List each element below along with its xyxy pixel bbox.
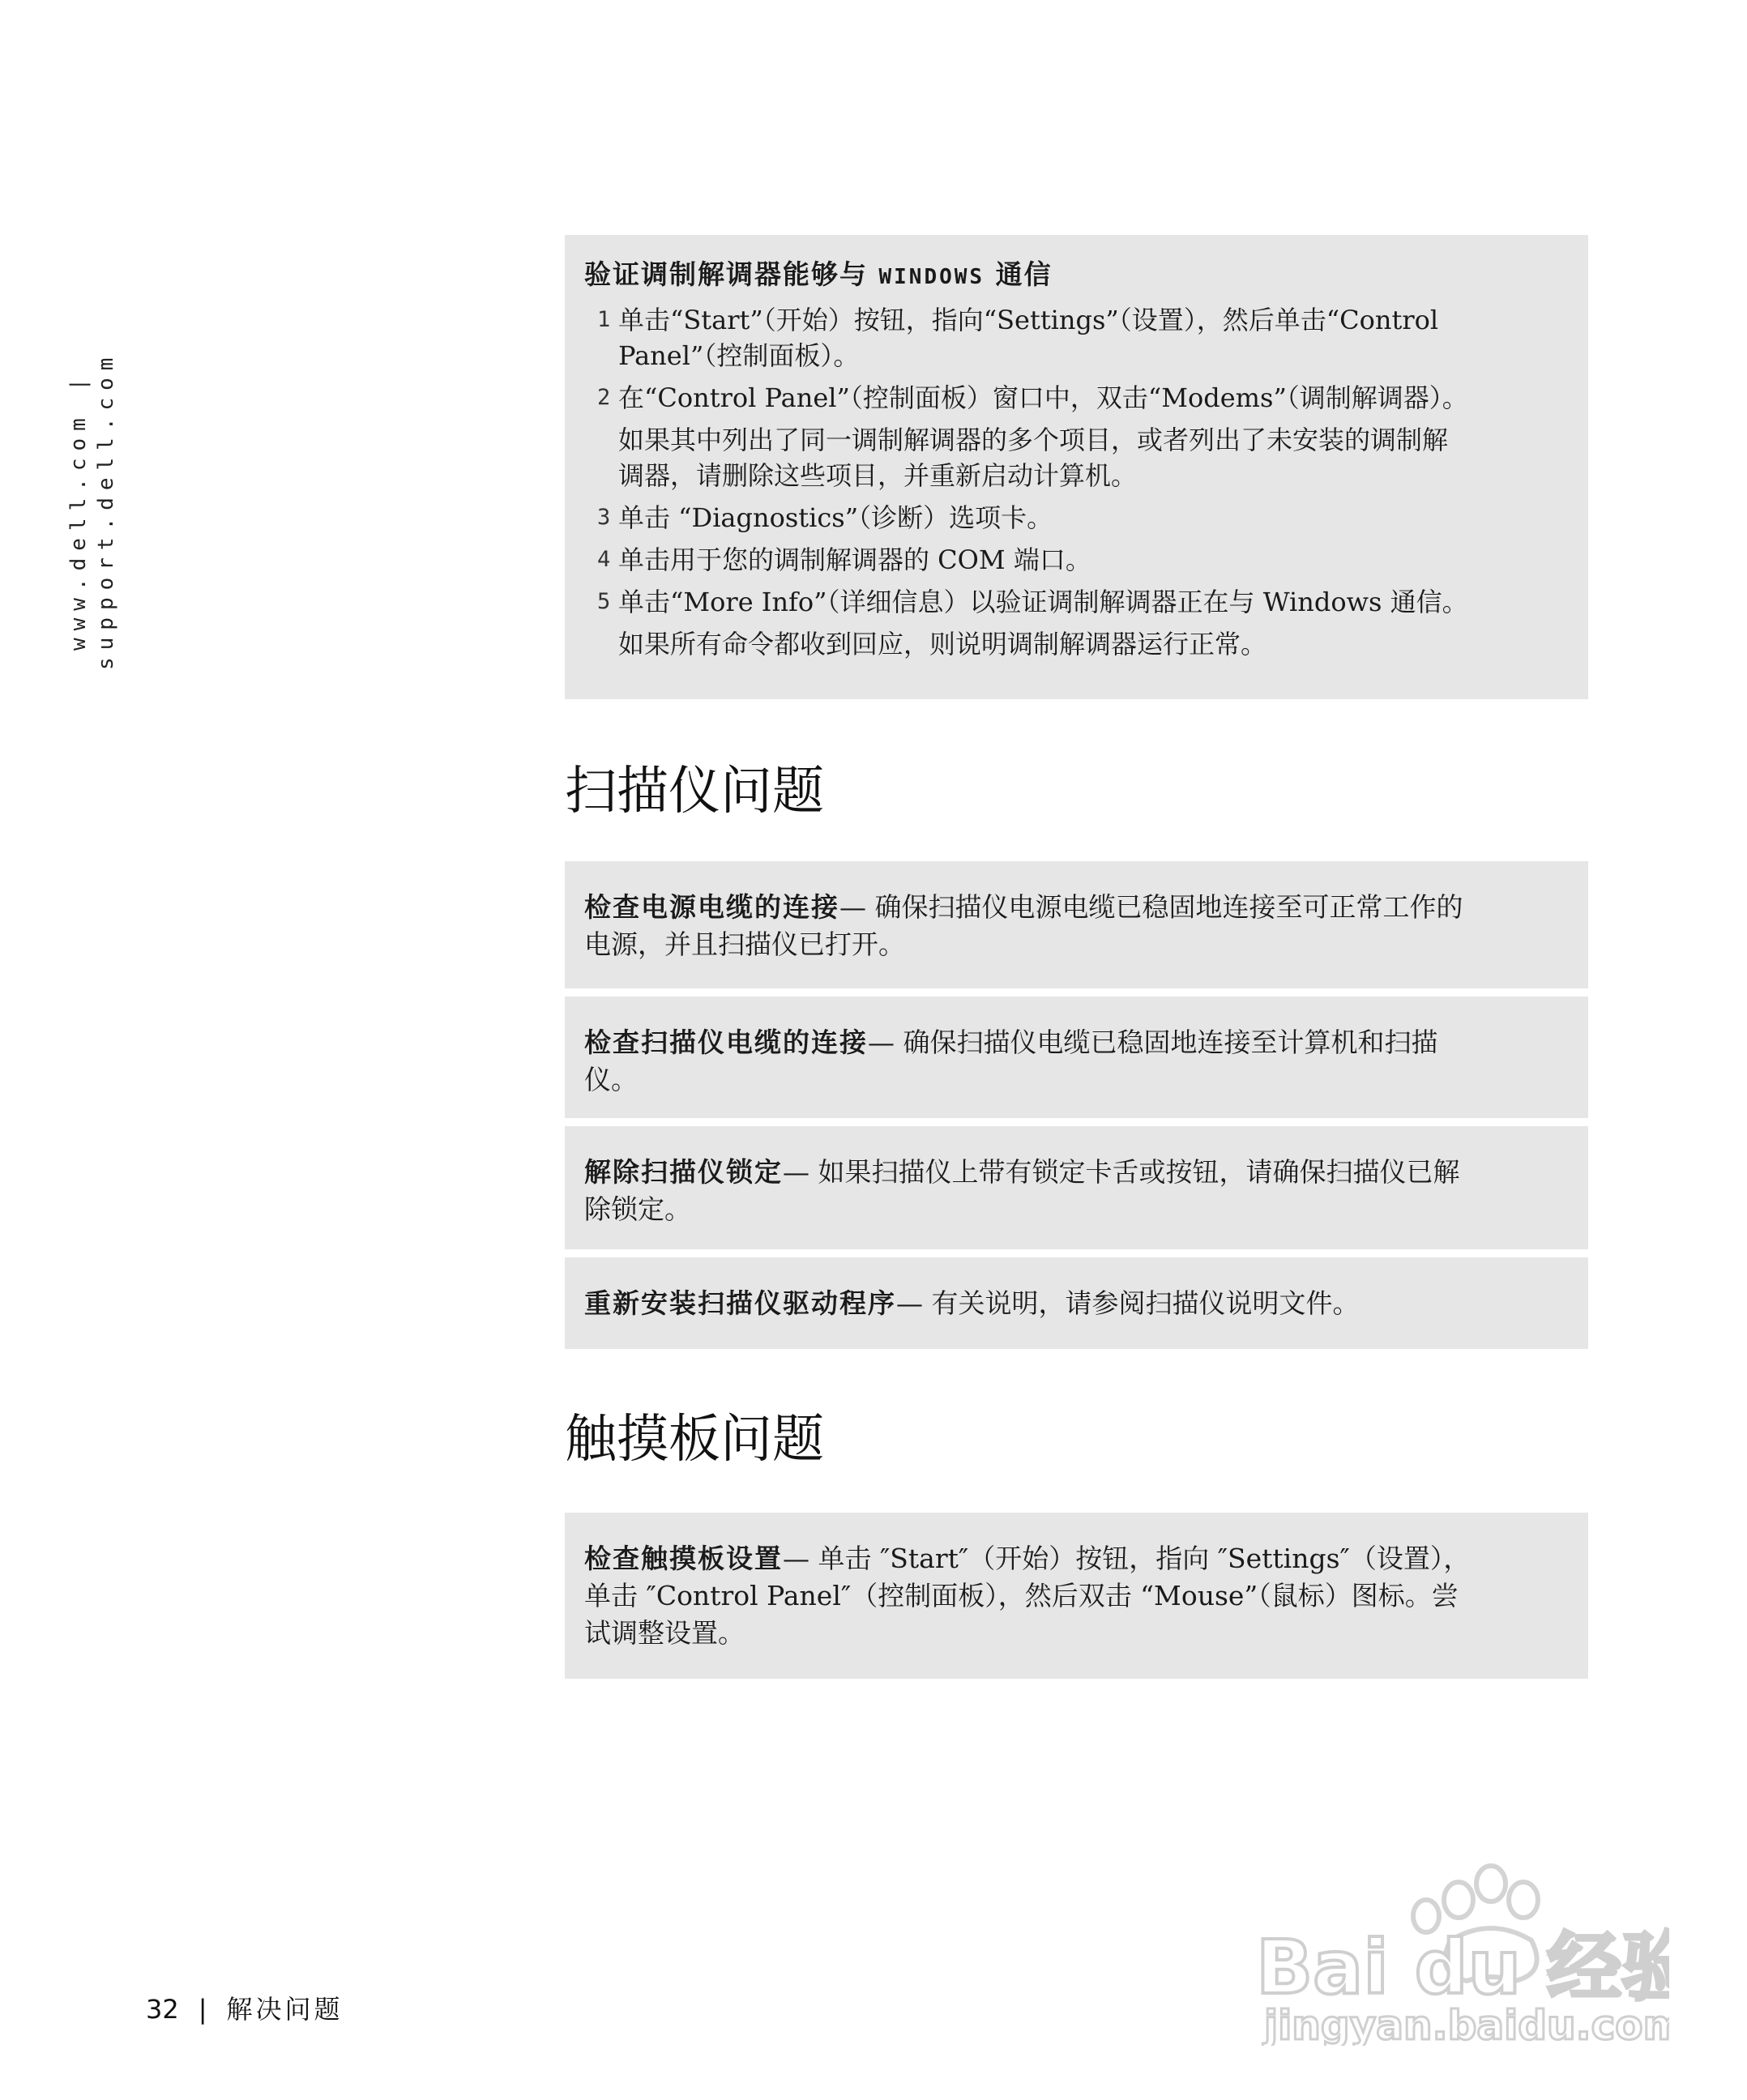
watermark-url: jingyan.baidu.com — [1264, 2002, 1669, 2046]
modem-step-note — [584, 422, 1569, 493]
scanner-item-power-cable — [565, 861, 1588, 988]
item-text-line: — 单击 ″Start″（开始）按钮，指向 ″Settings″（设置）， — [783, 1543, 1471, 1574]
scanner-item-reinstall-driver — [565, 1257, 1588, 1349]
modem-box-title — [584, 256, 1569, 296]
title-prefix: 验证调制解调器能够与 — [584, 258, 868, 290]
item-text-line: — 如果扫描仪上带有锁定卡舌或按钮，请确保扫描仪已解 — [783, 1156, 1460, 1188]
item-title: 检查扫描仪电缆的连接 — [584, 1027, 868, 1058]
modem-steps-list — [584, 302, 1569, 662]
modem-step — [584, 542, 1569, 578]
step-text-line: 如果所有命令都收到回应，则说明调制解调器运行正常。 — [618, 629, 1267, 659]
item-text-line: 单击 ″Control Panel″（控制面板），然后双击 “Mouse”（鼠标）图标。尝 — [584, 1580, 1459, 1611]
modem-instructions-box — [565, 235, 1588, 699]
modem-step — [584, 302, 1569, 373]
modem-step-note — [584, 626, 1569, 662]
modem-step — [584, 380, 1569, 416]
step-text-line: Panel”（控制面板）。 — [618, 340, 860, 371]
touchpad-item-settings — [565, 1513, 1588, 1679]
scanner-heading: 扫描仪问题 — [565, 762, 824, 822]
title-suffix: 通信 — [995, 258, 1053, 290]
step-text-line: 单击“Start”（开始）按钮，指向“Settings”（设置），然后单击“Control — [618, 305, 1439, 335]
modem-step — [584, 500, 1569, 536]
side-url: www.dell.com | support.dell.com — [66, 350, 118, 671]
step-number: 3 — [597, 505, 611, 530]
paw-logo-icon — [1248, 1851, 1669, 2046]
step-text-line: 调器，请删除这些项目，并重新启动计算机。 — [618, 460, 1138, 491]
item-title: 检查电源电缆的连接 — [584, 891, 839, 923]
item-text-line: — 有关说明，请参阅扫描仪说明文件。 — [896, 1287, 1360, 1319]
modem-step — [584, 584, 1569, 620]
step-text-line: 单击用于您的调制解调器的 COM 端口。 — [618, 544, 1091, 575]
watermark-brand: Bai du 经验 — [1256, 1924, 1669, 2011]
item-title: 检查触摸板设置 — [584, 1543, 783, 1574]
footer-separator: | — [198, 1994, 207, 2025]
step-text-line: 如果其中列出了同一调制解调器的多个项目，或者列出了未安装的调制解 — [618, 425, 1449, 455]
scanner-item-scanner-cable — [565, 997, 1588, 1118]
touchpad-heading: 触摸板问题 — [565, 1410, 824, 1470]
step-number: 2 — [597, 385, 611, 410]
item-text-line: 仪。 — [584, 1064, 638, 1095]
item-text-line: — 确保扫描仪电源电缆已稳固地连接至可正常工作的 — [839, 891, 1463, 923]
item-title: 解除扫描仪锁定 — [584, 1156, 783, 1188]
item-text-line: 电源，并且扫描仪已打开。 — [584, 928, 905, 960]
item-title: 重新安装扫描仪驱动程序 — [584, 1287, 896, 1319]
step-text-line: 单击“More Info”（详细信息）以验证调制解调器正在与 Windows 通信。 — [618, 587, 1468, 617]
page-number: 32 — [146, 1994, 179, 2025]
step-number: 4 — [597, 547, 611, 572]
item-text-line: — 确保扫描仪电缆已稳固地连接至计算机和扫描 — [868, 1027, 1438, 1058]
title-windows: WINDOWS — [878, 265, 985, 289]
page-footer — [146, 1989, 344, 2026]
scanner-item-unlock — [565, 1126, 1588, 1249]
step-number: 5 — [597, 589, 611, 614]
step-text-line: 在“Control Panel”（控制面板）窗口中，双击“Modems”（调制解调器）。 — [618, 382, 1468, 413]
item-text-line: 试调整设置。 — [584, 1617, 745, 1649]
step-number: 1 — [597, 307, 611, 332]
baidu-jingyan-watermark — [1248, 1851, 1669, 2046]
step-text-line: 单击 “Diagnostics”（诊断）选项卡。 — [618, 502, 1053, 533]
item-text-line: 除锁定。 — [584, 1193, 691, 1225]
footer-section-title: 解决问题 — [226, 1994, 344, 2025]
